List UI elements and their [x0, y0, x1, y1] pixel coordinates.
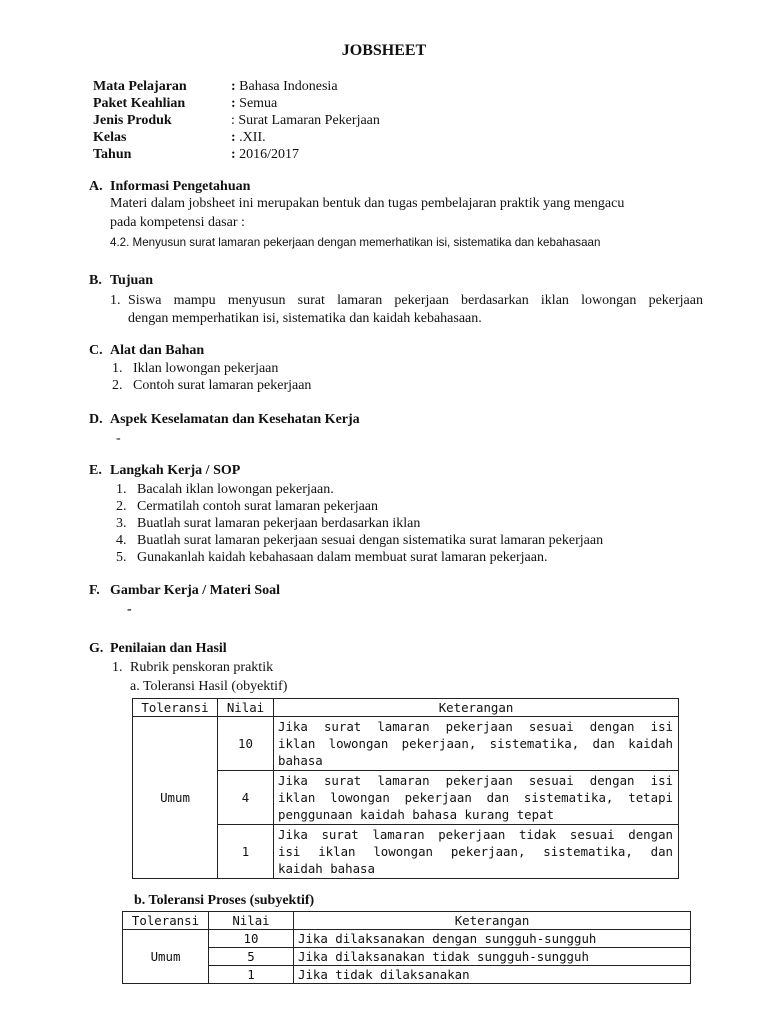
- table-nilai-cell: 10: [209, 930, 294, 948]
- info-key: Tahun: [93, 147, 132, 162]
- info-key: Mata Pelajaran: [93, 79, 187, 94]
- list-number: 5.: [116, 550, 127, 565]
- section-a-heading: [89, 178, 250, 195]
- list-item: [112, 659, 273, 676]
- section-title: Penilaian dan Hasil: [110, 641, 227, 656]
- info-sep: :: [231, 147, 236, 162]
- keterangan-line: Jika surat lamaran pekerjaan tidak sesuai dengan: [278, 827, 673, 842]
- info-value: Semua: [235, 96, 278, 111]
- table-header-row: [133, 699, 679, 717]
- section-d-heading: [89, 411, 360, 428]
- info-value: .XII.: [235, 130, 266, 145]
- table-header-cell: Keterangan: [294, 912, 691, 930]
- keterangan-line: bahasa: [278, 753, 323, 768]
- section-letter: F.: [89, 583, 100, 598]
- keterangan-line: kaidah bahasa: [278, 861, 375, 876]
- table-row: [123, 948, 691, 966]
- sub-heading-proses: b. Toleransi Proses (subyektif): [134, 893, 315, 908]
- info-key: Jenis Produk: [93, 113, 172, 128]
- section-title: Aspek Keselamatan dan Kesehatan Kerja: [110, 412, 360, 427]
- competency-text: 4.2. Menyusun surat lamaran pekerjaan dengan memerhatikan isi, sistematika dan kebahasaan: [110, 236, 601, 249]
- list-number: 1.: [116, 482, 127, 497]
- section-letter: B.: [89, 273, 102, 288]
- section-letter: C.: [89, 343, 103, 358]
- section-title: Tujuan: [110, 273, 154, 288]
- table-keterangan-cell: Jika dilaksanakan dengan sungguh-sungguh: [294, 930, 691, 948]
- toleransi-proses-table: [122, 911, 691, 984]
- table-header-cell: Keterangan: [274, 699, 679, 717]
- tujuan-line-2: dengan memperhatikan isi, sistematika dan kaidah kebahasaan.: [128, 311, 482, 326]
- list-number: 4.: [116, 533, 127, 548]
- keterangan-line: iklan lowongan pekerjaan, sistematika, dan kaidah: [278, 736, 673, 751]
- section-d-content: -: [116, 431, 121, 446]
- info-value: 2016/2017: [235, 147, 300, 162]
- list-number: 1.: [110, 293, 121, 308]
- table-header-cell: Toleransi: [123, 912, 209, 930]
- section-letter: D.: [89, 412, 103, 427]
- tujuan-line-1: Siswa mampu menyusun surat lamaran pekerjaan berdasarkan iklan lowongan pekerjaan: [128, 293, 703, 308]
- table-header-cell: Nilai: [209, 912, 294, 930]
- table-keterangan-cell: Jika dilaksanakan tidak sungguh-sungguh: [294, 948, 691, 966]
- info-block: [93, 78, 380, 163]
- section-c-heading: [89, 342, 204, 359]
- info-sep: :: [231, 79, 236, 94]
- keterangan-line: isi iklan lowongan pekerjaan, sistematika, dan: [278, 844, 673, 859]
- list-item: [116, 532, 603, 549]
- list-text: Rubrik penskoran praktik: [130, 660, 274, 675]
- info-value: Bahasa Indonesia: [235, 79, 338, 94]
- info-row-kelas: [93, 129, 380, 146]
- keterangan-line: penggunaan kaidah bahasa kurang tepat: [278, 807, 555, 822]
- info-key: Kelas: [93, 130, 127, 145]
- keterangan-line: iklan lowongan pekerjaan dan sistematika, tetapi: [278, 790, 673, 805]
- list-text: Gunakanlah kaidah kebahasaan dalam membuat surat lamaran pekerjaan.: [137, 550, 548, 565]
- table-nilai-cell: 1: [218, 825, 274, 879]
- section-e-heading: [89, 462, 240, 479]
- section-b-heading: [89, 272, 153, 289]
- table-keterangan-cell: [274, 825, 679, 879]
- section-title: Langkah Kerja / SOP: [110, 463, 241, 478]
- table-row: [123, 930, 691, 948]
- table-keterangan-cell: Jika tidak dilaksanakan: [294, 966, 691, 984]
- section-letter: G.: [89, 641, 104, 656]
- table-header-cell: Toleransi: [133, 699, 218, 717]
- list-item: [112, 360, 278, 377]
- document-title: JOBSHEET: [341, 42, 427, 59]
- table-nilai-cell: 5: [209, 948, 294, 966]
- table-nilai-cell: 4: [218, 771, 274, 825]
- sub-heading-hasil: a. Toleransi Hasil (obyektif): [130, 679, 288, 694]
- list-text: Iklan lowongan pekerjaan: [133, 361, 279, 376]
- info-row-tahun: [93, 146, 380, 163]
- section-a-line-2: pada kompetensi dasar :: [110, 215, 245, 230]
- section-letter: A.: [89, 179, 103, 194]
- tujuan-item-1: [110, 292, 703, 309]
- section-g-heading: [89, 640, 227, 657]
- keterangan-line: Jika surat lamaran pekerjaan sesuai dengan isi: [278, 773, 673, 788]
- info-sep: :: [231, 96, 236, 111]
- list-number: 2.: [112, 378, 123, 393]
- section-f-heading: [89, 582, 280, 599]
- table-header-cell: Nilai: [218, 699, 274, 717]
- table-nilai-cell: 10: [218, 717, 274, 771]
- section-a-line-1: Materi dalam jobsheet ini merupakan bentuk dan tugas pembelajaran praktik yang mengacu: [110, 196, 625, 211]
- info-value: : Surat Lamaran Pekerjaan: [231, 113, 380, 128]
- keterangan-line: Jika surat lamaran pekerjaan sesuai dengan isi: [278, 719, 673, 734]
- list-text: Buatlah surat lamaran pekerjaan berdasarkan iklan: [137, 516, 421, 531]
- list-item: [116, 481, 334, 498]
- table-header-row: [123, 912, 691, 930]
- list-text: Bacalah iklan lowongan pekerjaan.: [137, 482, 334, 497]
- list-item: [116, 515, 420, 532]
- info-row-jenis-produk: [93, 112, 380, 129]
- list-number: 3.: [116, 516, 127, 531]
- table-row: [123, 966, 691, 984]
- list-text: Contoh surat lamaran pekerjaan: [133, 378, 312, 393]
- table-nilai-cell: 1: [209, 966, 294, 984]
- section-title: Alat dan Bahan: [110, 343, 205, 358]
- list-number: 1.: [112, 361, 123, 376]
- info-key: Paket Keahlian: [93, 96, 186, 111]
- table-row: [133, 717, 679, 771]
- section-letter: E.: [89, 463, 102, 478]
- list-number: 1.: [112, 660, 123, 675]
- info-row-mata-pelajaran: [93, 78, 380, 95]
- table-category-cell: Umum: [123, 930, 209, 984]
- list-item: [116, 498, 378, 515]
- info-row-paket-keahlian: [93, 95, 380, 112]
- table-keterangan-cell: [274, 771, 679, 825]
- section-title: Gambar Kerja / Materi Soal: [110, 583, 281, 598]
- list-item: [116, 549, 547, 566]
- toleransi-hasil-table: [132, 698, 679, 879]
- list-text: Cermatilah contoh surat lamaran pekerjaan: [137, 499, 379, 514]
- table-category-cell: Umum: [133, 717, 218, 879]
- list-text: Buatlah surat lamaran pekerjaan sesuai dengan sistematika surat lamaran pekerjaan: [137, 533, 604, 548]
- table-keterangan-cell: [274, 717, 679, 771]
- list-number: 2.: [116, 499, 127, 514]
- info-sep: :: [231, 130, 236, 145]
- list-item: [112, 377, 311, 394]
- section-title: Informasi Pengetahuan: [110, 179, 251, 194]
- section-f-content: -: [127, 602, 132, 617]
